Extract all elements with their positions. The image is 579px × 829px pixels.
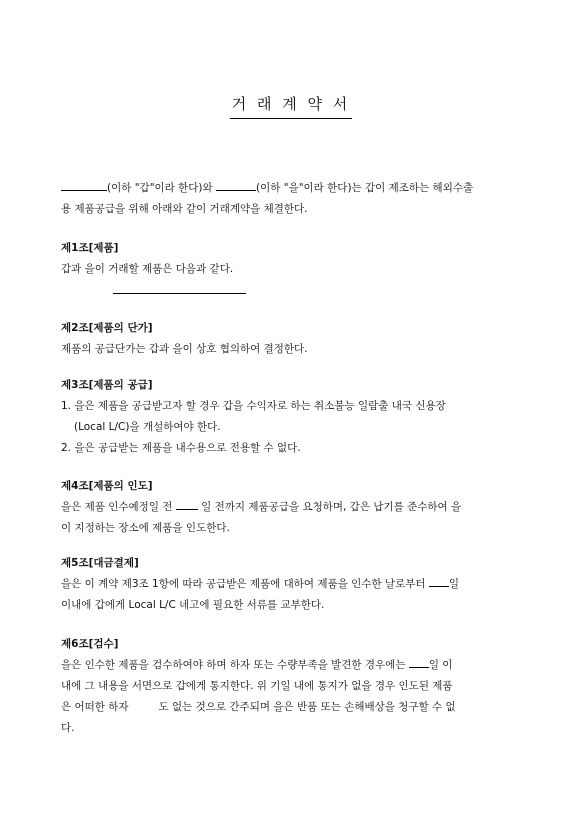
intro-paragraph (61, 178, 521, 220)
article-6-text-b: 일 이 (428, 659, 453, 671)
article-4-text-a: 을은 제품 인수예정일 전 (61, 501, 173, 513)
article-6-text-d: 도 없는 것으로 간주되며 을은 반품 또는 손해배상을 청구할 수 없 (158, 701, 456, 713)
article-1 (61, 238, 521, 280)
article-1-text: 갑과 을이 거래할 제품은 다음과 같다. (61, 263, 234, 275)
article-6-line-4: 다. (61, 722, 75, 734)
article-4-line-1 (61, 497, 521, 518)
article-6-line-2: 내에 그 내용을 서면으로 갑에게 통지한다. 위 기일 내에 통지가 없을 경우 인도된 제품 (61, 680, 453, 692)
article-6-heading: 제6조[검수] (61, 638, 119, 650)
product-blank-line (113, 293, 246, 294)
article-5-heading: 제5조[대금결제] (61, 557, 139, 569)
article-3-heading: 제3조[제품의 공급] (61, 379, 153, 391)
party-b-blank (216, 179, 256, 191)
intro-text-a: (이하 "갑"이라 한다)와 (107, 182, 213, 194)
article-1-heading: 제1조[제품] (61, 242, 119, 254)
party-a-blank (61, 179, 107, 191)
article-6 (61, 634, 521, 739)
article-2 (61, 318, 521, 360)
days-blank-1 (176, 498, 198, 510)
intro-line-2: 용 제품공급을 위해 아래와 같이 거래계약을 체결한다. (61, 203, 308, 215)
article-5-line-2: 이내에 갑에게 Local L/C 네고에 필요한 서류를 교부한다. (61, 599, 325, 611)
article-3-item-1: 1. 을은 제품을 공급받고자 할 경우 갑을 수익자로 하는 취소불능 일람출 내국 신용장 (61, 400, 446, 412)
article-2-heading: 제2조[제품의 단가] (61, 322, 153, 334)
article-4-heading: 제4조[제품의 인도] (61, 480, 153, 492)
article-6-line-1 (61, 655, 521, 676)
days-blank-3 (409, 656, 429, 668)
article-3 (61, 375, 521, 459)
article-4 (61, 476, 521, 539)
article-5 (61, 553, 521, 616)
article-6-text-a: 을은 인수한 제품을 검수하여야 하며 하자 또는 수량부족을 발견한 경우에는 (61, 659, 406, 671)
intro-line-1 (61, 178, 521, 199)
intro-text-b: (이하 "을"이라 한다)는 갑이 제조하는 해외수출 (256, 182, 474, 194)
article-5-line-1 (61, 574, 521, 595)
article-4-text-b: 일 전까지 제품공급을 요청하며, 갑은 납기를 준수하여 을 (201, 501, 462, 513)
article-3-item-2: 2. 을은 공급받는 제품을 내수용으로 전용할 수 없다. (61, 442, 301, 454)
article-2-text: 제품의 공급단가는 갑과 을이 상호 협의하여 결정한다. (61, 343, 308, 355)
days-blank-2 (429, 575, 449, 587)
article-6-line-3 (61, 697, 521, 718)
article-5-text-b: 일 (448, 578, 460, 590)
article-5-text-a: 을은 이 계약 제3조 1항에 따라 공급받은 제품에 대하여 제품을 인수한 날로부터 (61, 578, 426, 590)
article-4-line-2: 이 지정하는 장소에 제품을 인도한다. (61, 522, 230, 534)
article-6-text-c: 은 어떠한 하자 (61, 701, 129, 713)
document-title: 거 래 계 약 서 (230, 93, 352, 119)
article-3-item-1-cont: (Local L/C)을 개설하여야 한다. (74, 421, 221, 433)
